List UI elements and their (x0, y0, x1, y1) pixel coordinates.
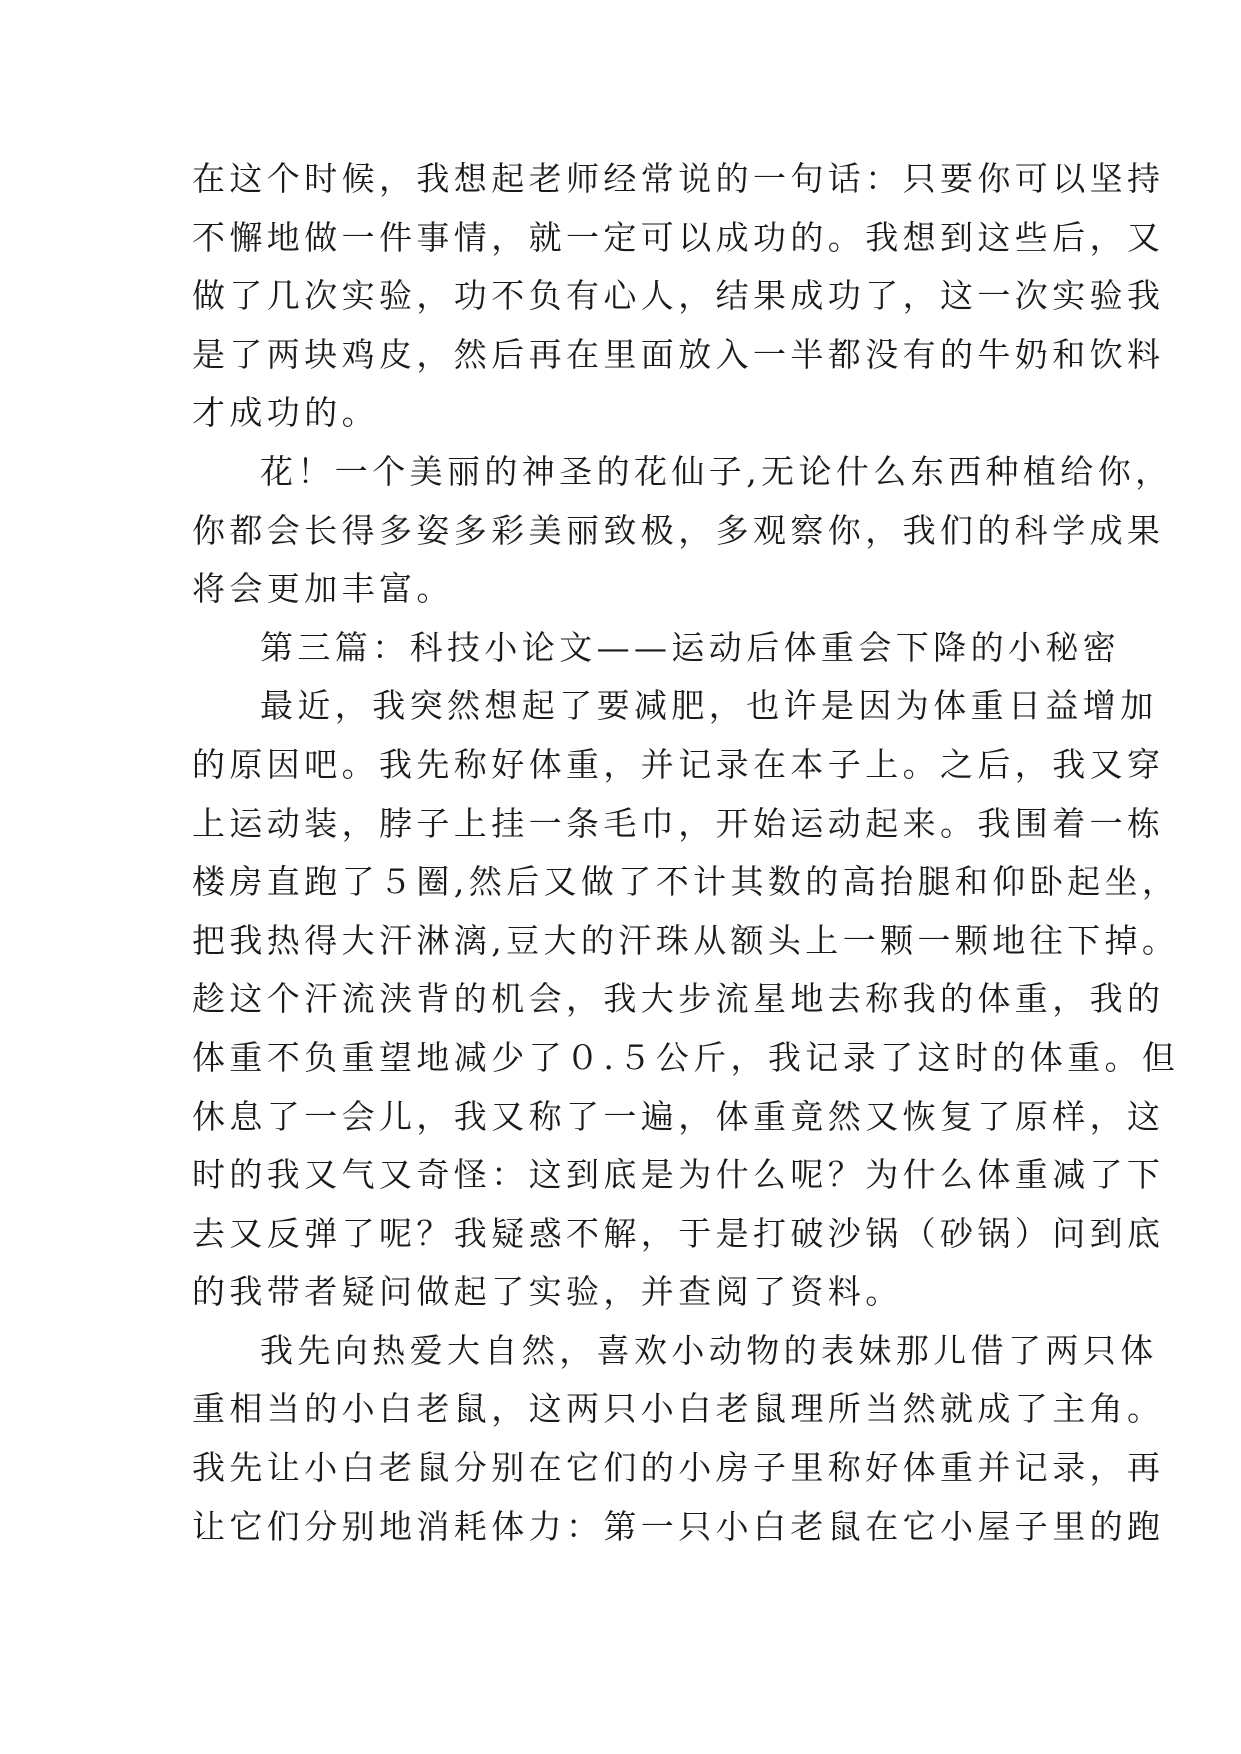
text-line: 的我带者疑问做起了实验，并查阅了资料。 (192, 1272, 903, 1312)
text-line: 去又反弹了呢？我疑惑不解，于是打破沙锅（砂锅）问到底 (192, 1213, 1165, 1253)
text-line: 我先让小白老鼠分别在它们的小房子里称好体重并记录，再 (192, 1448, 1165, 1488)
text-line: 花！一个美丽的神圣的花仙子,无论什么东西种植给你， (260, 451, 1173, 491)
text-line: 第三篇：科技小论文——运动后体重会下降的小秘密 (260, 627, 1121, 667)
document-body (192, 150, 1180, 1556)
text-line: 最近，我突然想起了要减肥，也许是因为体重日益增加 (260, 686, 1158, 726)
text-line: 是了两块鸡皮，然后再在里面放入一半都没有的牛奶和饮料 (192, 334, 1165, 374)
text-line: 才成功的。 (192, 393, 379, 433)
text-line: 休息了一会儿，我又称了一遍，体重竟然又恢复了原样，这 (192, 1096, 1165, 1136)
text-line: 趁这个汗流浃背的机会，我大步流星地去称我的体重，我的 (192, 979, 1165, 1019)
text-line: 楼房直跑了５圈,然后又做了不计其数的高抬腿和仰卧起坐， (192, 862, 1180, 902)
text-line: 让它们分别地消耗体力：第一只小白老鼠在它小屋子里的跑 (192, 1506, 1165, 1546)
text-line: 把我热得大汗淋漓,豆大的汗珠从额头上一颗一颗地往下掉。 (192, 920, 1180, 960)
text-line: 不懈地做一件事情，就一定可以成功的。我想到这些后，又 (192, 217, 1165, 257)
text-line: 重相当的小白老鼠，这两只小白老鼠理所当然就成了主角。 (192, 1389, 1165, 1429)
text-line: 你都会长得多姿多彩美丽致极，多观察你，我们的科学成果 (192, 510, 1165, 550)
text-line: 的原因吧。我先称好体重，并记录在本子上。之后，我又穿 (192, 744, 1165, 784)
text-line: 我先向热爱大自然，喜欢小动物的表妹那儿借了两只体 (260, 1330, 1158, 1370)
text-line: 做了几次实验，功不负有心人，结果成功了，这一次实验我 (192, 276, 1165, 316)
text-line: 时的我又气又奇怪：这到底是为什么呢？为什么体重减了下 (192, 1155, 1165, 1195)
text-line: 在这个时候，我想起老师经常说的一句话：只要你可以坚持 (192, 159, 1165, 198)
text-line: 将会更加丰富。 (192, 569, 454, 609)
text-line: 体重不负重望地减少了０.５公斤，我记录了这时的体重。但 (192, 1037, 1180, 1077)
text-line: 上运动装，脖子上挂一条毛巾，开始运动起来。我围着一栋 (192, 803, 1165, 843)
